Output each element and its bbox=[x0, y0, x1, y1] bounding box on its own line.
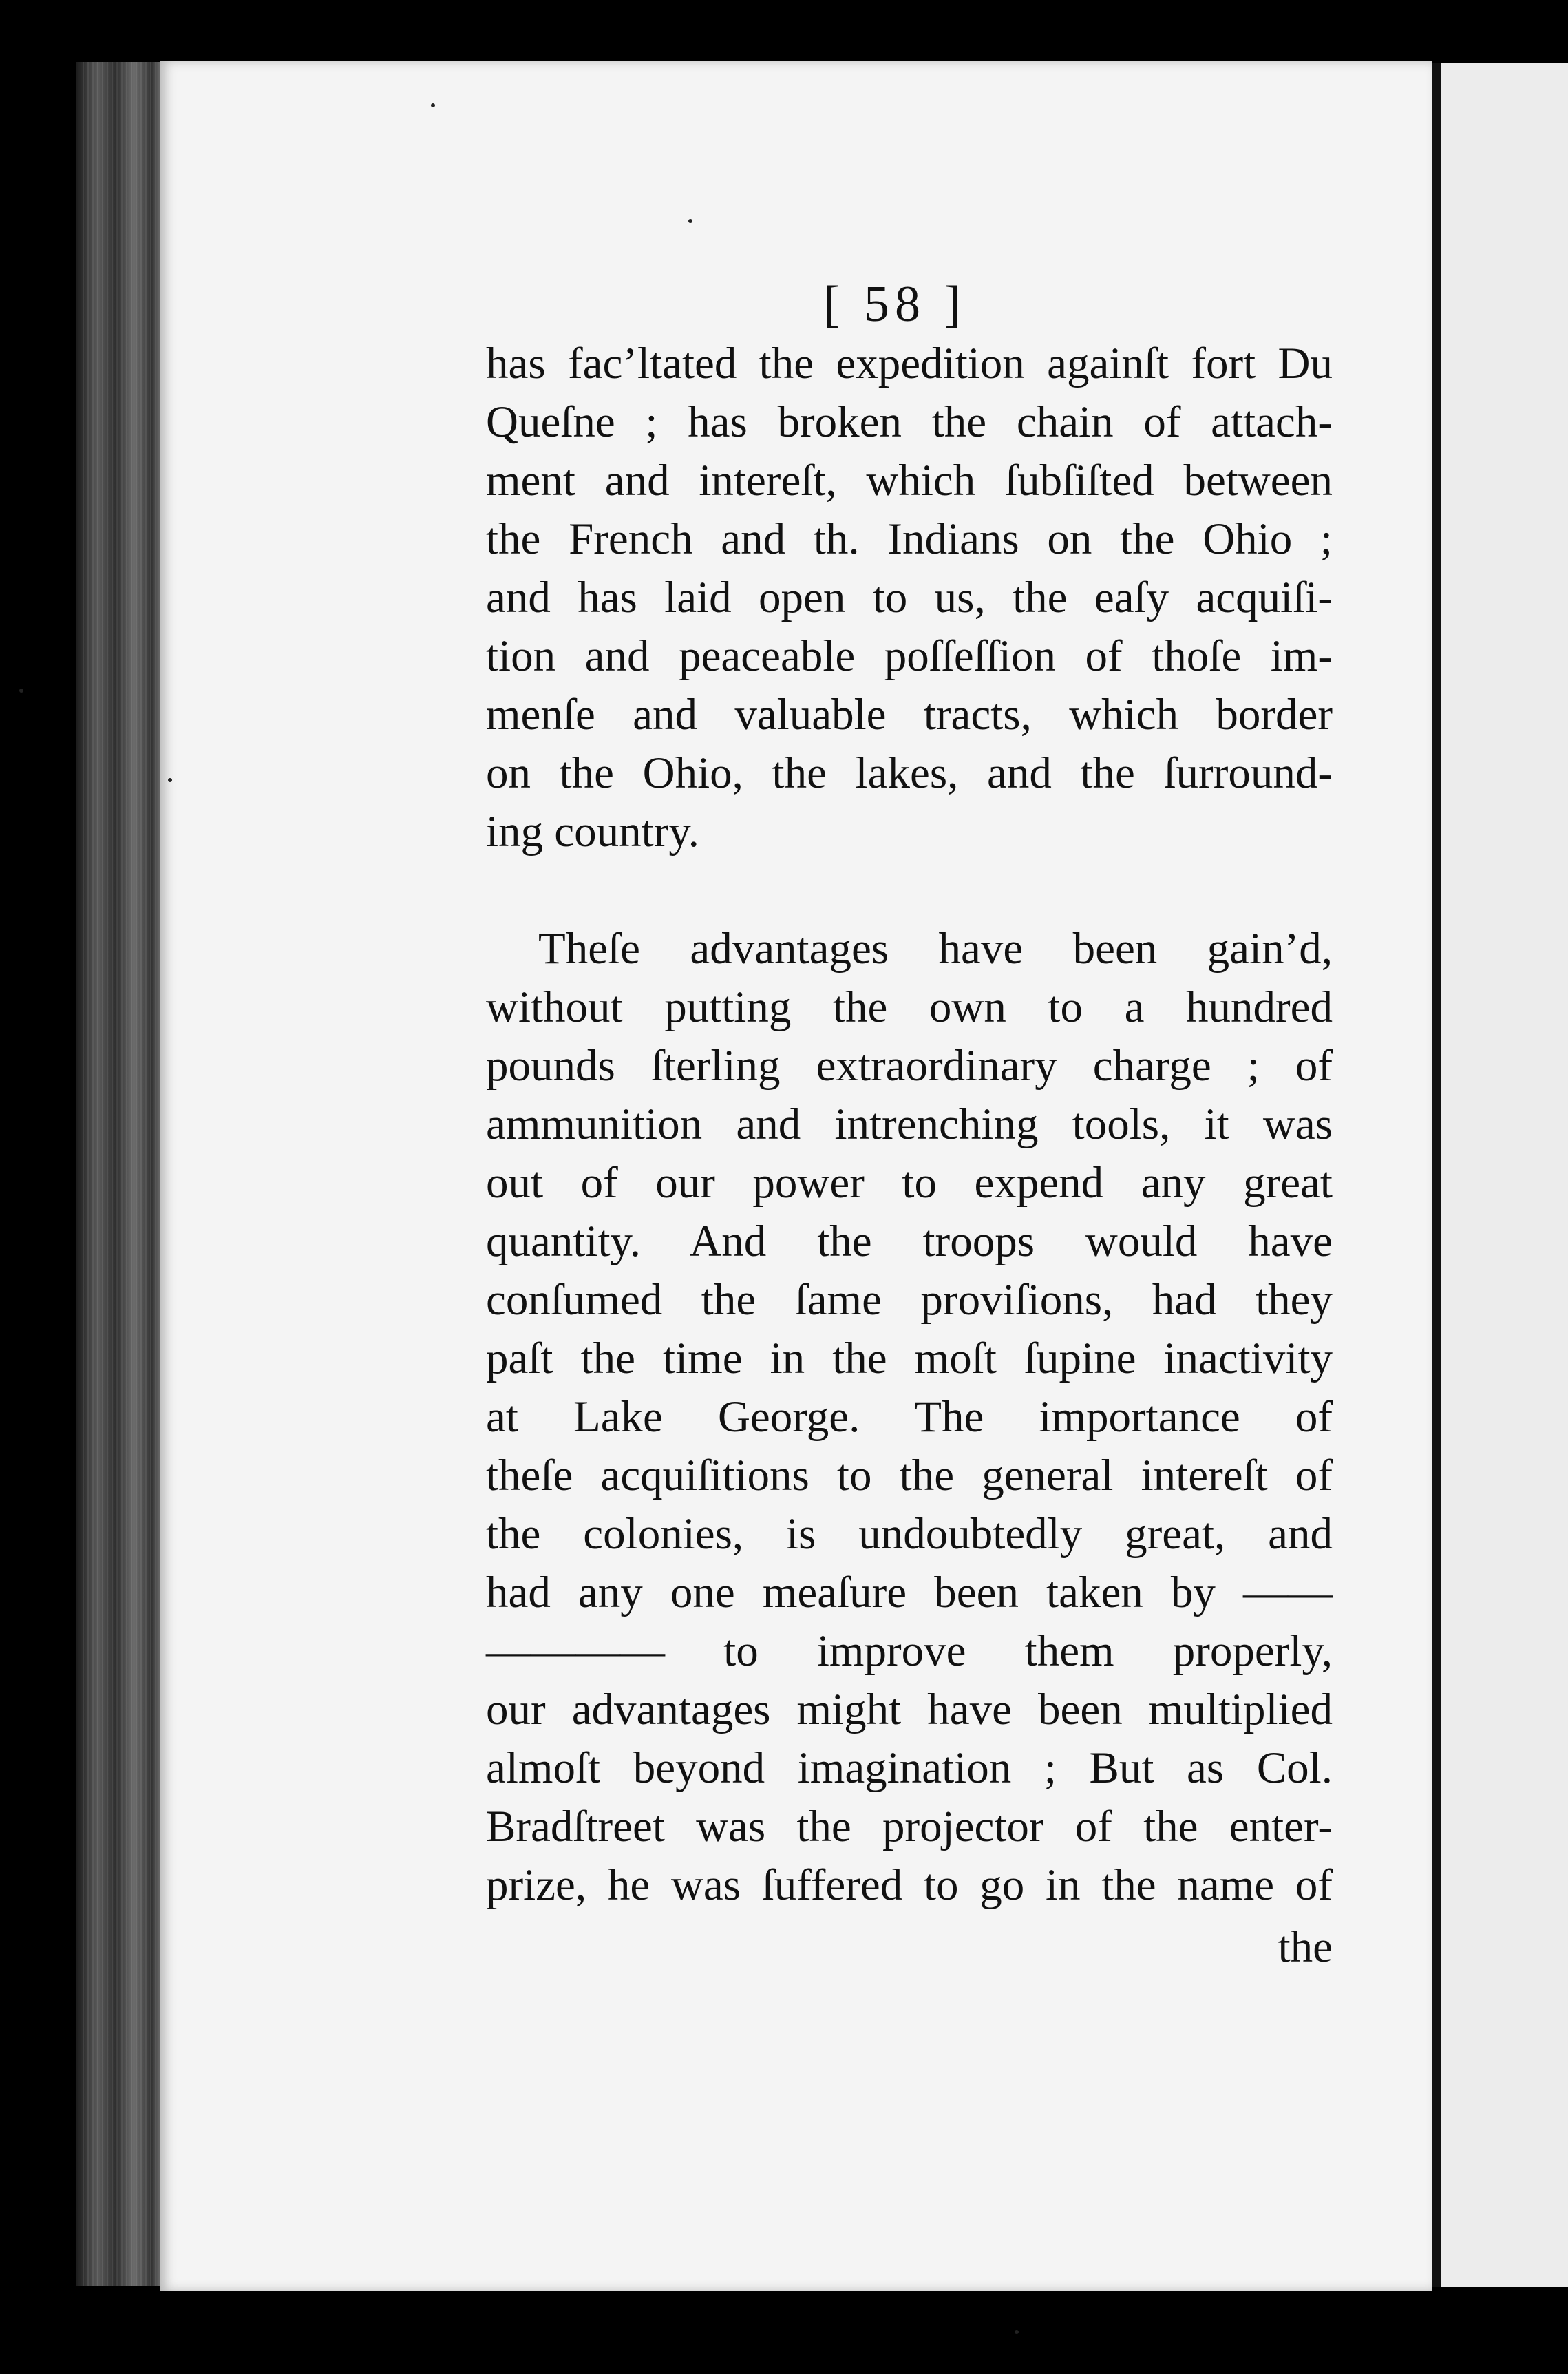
ink-speck bbox=[1015, 2330, 1019, 2334]
text-line: conſumed the ſame proviſions, had they bbox=[486, 1275, 1333, 1325]
text-line: ———— to improve them properly, bbox=[486, 1626, 1333, 1676]
ink-speck bbox=[431, 103, 435, 107]
text-line: ment and intereſt, which ſubſiſted between bbox=[486, 456, 1333, 505]
text-line: paſt the time in the moſt ſupine inactivity bbox=[486, 1334, 1333, 1383]
ink-speck bbox=[168, 778, 172, 782]
text-line: had any one meaſure been taken by —— bbox=[486, 1568, 1333, 1617]
text-line: almoſt beyond imagination ; But as Col. bbox=[486, 1743, 1333, 1793]
ink-speck bbox=[688, 219, 692, 223]
text-line: quantity. And the troops would have bbox=[486, 1217, 1333, 1266]
text-line: the colonies, is undoubtedly great, and bbox=[486, 1509, 1333, 1559]
text-line: tion and peaceable poſſeſſion of thoſe im- bbox=[486, 631, 1333, 681]
book-edge-pages bbox=[83, 62, 158, 2286]
catchword: the bbox=[1278, 1922, 1333, 1972]
text-line: at Lake George. The importance of bbox=[486, 1392, 1333, 1442]
text-line: the French and th. Indians on the Ohio ; bbox=[486, 514, 1333, 564]
page-number: [ 58 ] bbox=[823, 276, 967, 333]
facing-page-edge bbox=[1432, 63, 1568, 2287]
body-text bbox=[486, 335, 1333, 1915]
text-line: without putting the own to a hundred bbox=[486, 983, 1333, 1032]
text-line: our advantages might have been multiplied bbox=[486, 1685, 1333, 1734]
text-line: and has laid open to us, the eaſy acquiſi- bbox=[486, 573, 1333, 622]
text-line: ammunition and intrenching tools, it was bbox=[486, 1100, 1333, 1149]
text-line: theſe acquiſitions to the general intereſt of bbox=[486, 1451, 1333, 1500]
text-line: ing country. bbox=[486, 807, 699, 857]
text-line: has fac’ltated the expedition againſt fort Du bbox=[486, 339, 1333, 388]
text-line: menſe and valuable tracts, which border bbox=[486, 690, 1333, 739]
text-line: prize, he was ſuffered to go in the name of bbox=[486, 1860, 1333, 1910]
text-line: out of our power to expend any great bbox=[486, 1158, 1333, 1208]
text-line: Bradſtreet was the projector of the enter- bbox=[486, 1802, 1333, 1851]
ink-speck bbox=[19, 689, 23, 693]
text-line: Theſe advantages have been gain’d, bbox=[538, 924, 1333, 974]
text-line: Queſne ; has broken the chain of attach- bbox=[486, 397, 1333, 447]
text-line: on the Ohio, the lakes, and the ſurround- bbox=[486, 748, 1333, 798]
text-line: pounds ſterling extraordinary charge ; of bbox=[486, 1041, 1333, 1091]
